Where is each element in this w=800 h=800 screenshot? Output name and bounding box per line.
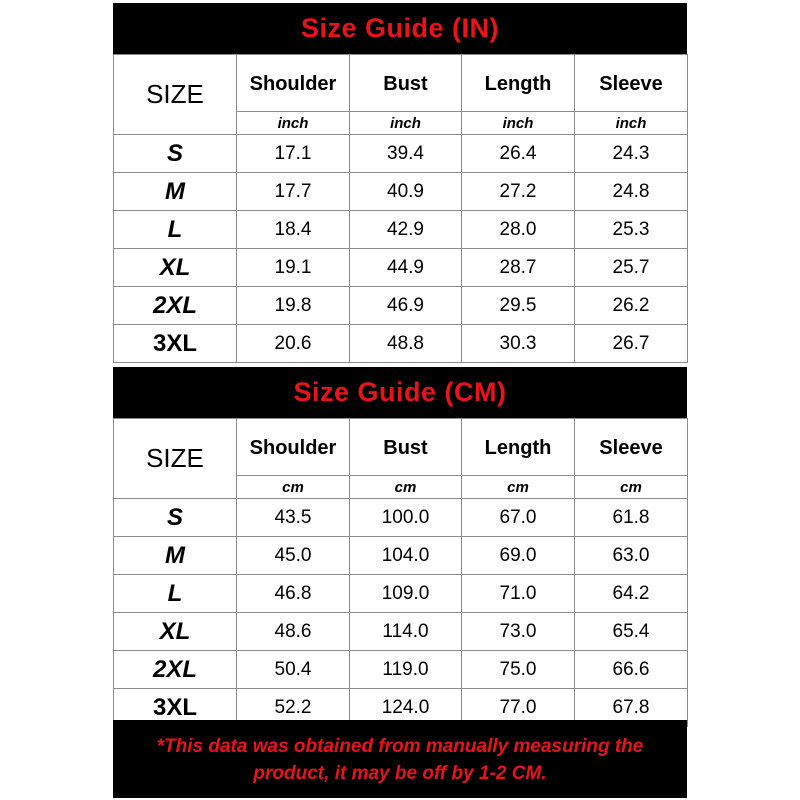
bust-value: 124.0: [350, 689, 462, 727]
sleeve-value: 64.2: [575, 575, 688, 613]
measurement-disclaimer: [113, 720, 687, 798]
sleeve-value: 26.2: [575, 287, 688, 325]
unit-label: cm: [237, 476, 350, 499]
size-label: L: [114, 575, 237, 613]
size-label: 3XL: [114, 689, 237, 727]
size-column-header: SIZE: [114, 419, 237, 499]
shoulder-value: 17.7: [237, 173, 350, 211]
size-guide-inch: [113, 3, 687, 363]
sleeve-value: 24.8: [575, 173, 688, 211]
length-value: 28.7: [462, 249, 575, 287]
table-row: [114, 537, 688, 575]
bust-value: 48.8: [350, 325, 462, 363]
table-row: [114, 287, 688, 325]
shoulder-value: 19.8: [237, 287, 350, 325]
length-value: 30.3: [462, 325, 575, 363]
bust-value: 100.0: [350, 499, 462, 537]
unit-label: inch: [350, 112, 462, 135]
size-label: 3XL: [114, 325, 237, 363]
sleeve-value: 67.8: [575, 689, 688, 727]
column-header-sleeve: Sleeve: [575, 55, 688, 112]
bust-value: 46.9: [350, 287, 462, 325]
shoulder-value: 20.6: [237, 325, 350, 363]
shoulder-value: 48.6: [237, 613, 350, 651]
size-label: XL: [114, 613, 237, 651]
column-header-shoulder: Shoulder: [237, 55, 350, 112]
bust-value: 114.0: [350, 613, 462, 651]
sleeve-value: 25.3: [575, 211, 688, 249]
length-value: 26.4: [462, 135, 575, 173]
column-header-sleeve: Sleeve: [575, 419, 688, 476]
size-label: 2XL: [114, 287, 237, 325]
size-label: S: [114, 499, 237, 537]
bust-value: 109.0: [350, 575, 462, 613]
length-value: 67.0: [462, 499, 575, 537]
shoulder-value: 45.0: [237, 537, 350, 575]
shoulder-value: 50.4: [237, 651, 350, 689]
length-value: 27.2: [462, 173, 575, 211]
column-header-length: Length: [462, 419, 575, 476]
unit-label: cm: [350, 476, 462, 499]
table-row: [114, 575, 688, 613]
sleeve-value: 61.8: [575, 499, 688, 537]
table-row: [114, 249, 688, 287]
size-label: XL: [114, 249, 237, 287]
table-row: [114, 211, 688, 249]
bust-value: 44.9: [350, 249, 462, 287]
column-header-shoulder: Shoulder: [237, 419, 350, 476]
column-header-bust: Bust: [350, 419, 462, 476]
unit-label: inch: [575, 112, 688, 135]
table-row: [114, 613, 688, 651]
column-header-length: Length: [462, 55, 575, 112]
sleeve-value: 24.3: [575, 135, 688, 173]
sleeve-value: 26.7: [575, 325, 688, 363]
size-table-inch: [113, 54, 688, 363]
length-value: 69.0: [462, 537, 575, 575]
unit-label: inch: [237, 112, 350, 135]
sleeve-value: 25.7: [575, 249, 688, 287]
table-row: [114, 499, 688, 537]
size-label: M: [114, 537, 237, 575]
sleeve-value: 66.6: [575, 651, 688, 689]
bust-value: 40.9: [350, 173, 462, 211]
column-header-bust: Bust: [350, 55, 462, 112]
unit-label: inch: [462, 112, 575, 135]
size-table-cm: [113, 418, 688, 727]
shoulder-value: 46.8: [237, 575, 350, 613]
disclaimer-line-2: product, it may be off by 1-2 CM.: [253, 763, 547, 784]
size-column-header: SIZE: [114, 55, 237, 135]
bust-value: 104.0: [350, 537, 462, 575]
bust-value: 42.9: [350, 211, 462, 249]
table-row: [114, 651, 688, 689]
sleeve-value: 63.0: [575, 537, 688, 575]
disclaimer-line-1: *This data was obtained from manually measuring the: [156, 736, 644, 757]
size-label: S: [114, 135, 237, 173]
sleeve-value: 65.4: [575, 613, 688, 651]
length-value: 29.5: [462, 287, 575, 325]
shoulder-value: 19.1: [237, 249, 350, 287]
table-row: [114, 173, 688, 211]
unit-label: cm: [575, 476, 688, 499]
size-label: M: [114, 173, 237, 211]
length-value: 73.0: [462, 613, 575, 651]
size-guide-inch-title: Size Guide (IN): [113, 3, 687, 54]
size-guide-cm-title: Size Guide (CM): [113, 367, 687, 418]
length-value: 71.0: [462, 575, 575, 613]
table-row: [114, 325, 688, 363]
unit-label: cm: [462, 476, 575, 499]
shoulder-value: 52.2: [237, 689, 350, 727]
size-label: 2XL: [114, 651, 237, 689]
shoulder-value: 43.5: [237, 499, 350, 537]
table-header-row: [114, 419, 688, 476]
table-header-row: [114, 55, 688, 112]
length-value: 28.0: [462, 211, 575, 249]
length-value: 77.0: [462, 689, 575, 727]
bust-value: 119.0: [350, 651, 462, 689]
table-row: [114, 135, 688, 173]
length-value: 75.0: [462, 651, 575, 689]
shoulder-value: 17.1: [237, 135, 350, 173]
size-guide-cm: [113, 367, 687, 727]
size-label: L: [114, 211, 237, 249]
shoulder-value: 18.4: [237, 211, 350, 249]
bust-value: 39.4: [350, 135, 462, 173]
